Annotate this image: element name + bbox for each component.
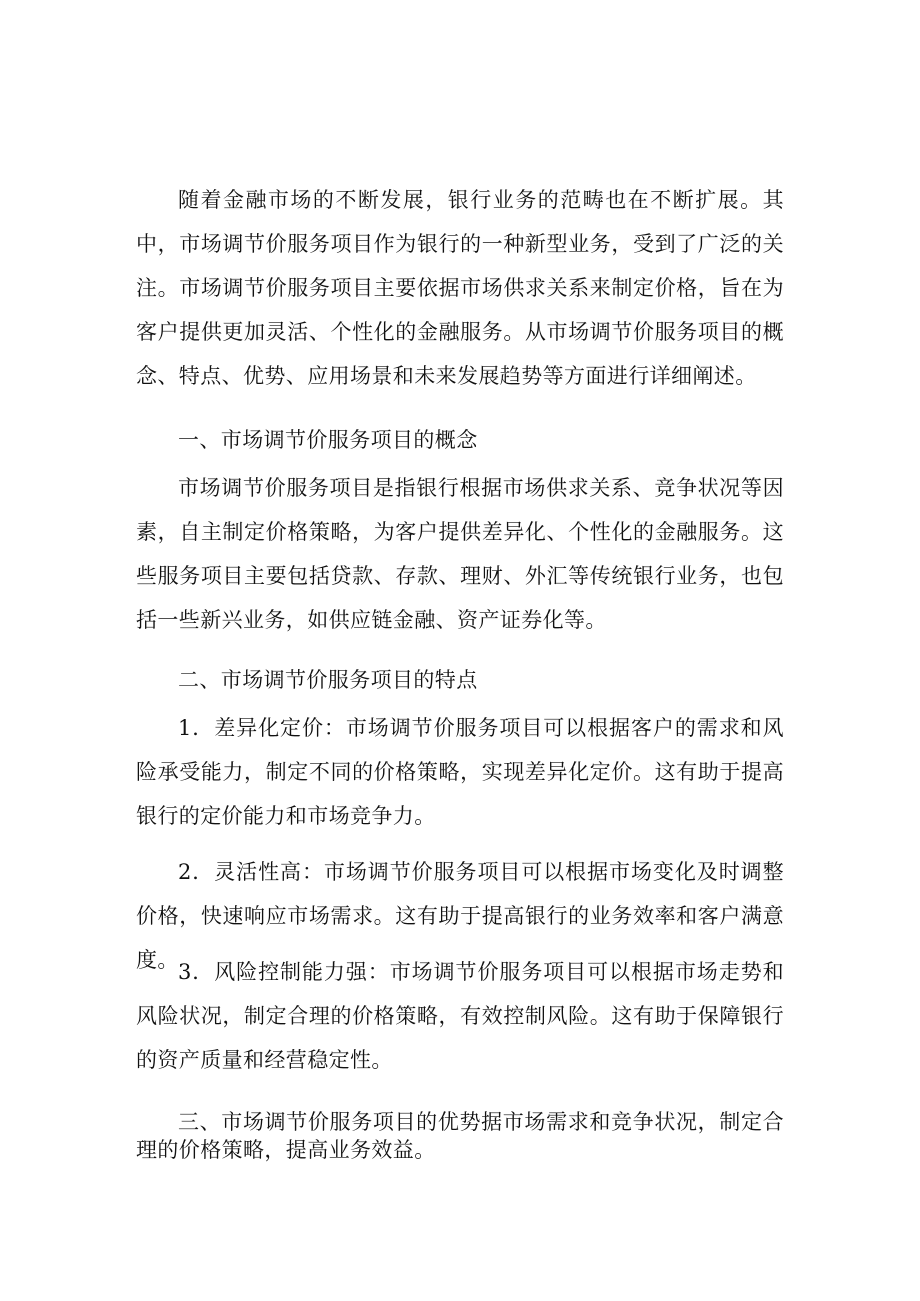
section-heading-advantages: 三、市场调节价服务项目的优势据市场需求和竞争状况，制定合理的价格策略，提高业务效益。 <box>136 1110 784 1162</box>
feature-item-2: 2．灵活性高：市场调节价服务项目可以根据市场变化及时调整价格，快速响应市场需求。这有助于提高银行的业务效率和客户满意度。 <box>136 860 784 972</box>
feature-item-3: 3．风险控制能力强：市场调节价服务项目可以根据市场走势和风险状况，制定合理的价格策略，有效控制风险。这有助于保障银行的资产质量和经营稳定性。 <box>136 960 784 1072</box>
feature-item-1: 1．差异化定价：市场调节价服务项目可以根据客户的需求和风险承受能力，制定不同的价格策略，实现差异化定价。这有助于提高银行的定价能力和市场竞争力。 <box>136 716 784 828</box>
section-heading-features: 二、市场调节价服务项目的特点 <box>178 668 478 692</box>
section-heading-concept: 一、市场调节价服务项目的概念 <box>178 428 478 452</box>
concept-paragraph: 市场调节价服务项目是指银行根据市场供求关系、竞争状况等因素，自主制定价格策略，为客户提供差异化、个性化的金融服务。这些服务项目主要包括贷款、存款、理财、外汇等传统银行业务，也包括一些新兴业务，如供应链金融、资产证券化等。 <box>136 476 784 632</box>
intro-paragraph: 随着金融市场的不断发展，银行业务的范畴也在不断扩展。其中，市场调节价服务项目作为银行的一种新型业务，受到了广泛的关注。市场调节价服务项目主要依据市场供求关系来制定价格，旨在为客户提供更加灵活、个性化的金融服务。从市场调节价服务项目的概念、特点、优势、应用场景和未来发展趋势等方面进行详细阐述。 <box>136 188 784 388</box>
